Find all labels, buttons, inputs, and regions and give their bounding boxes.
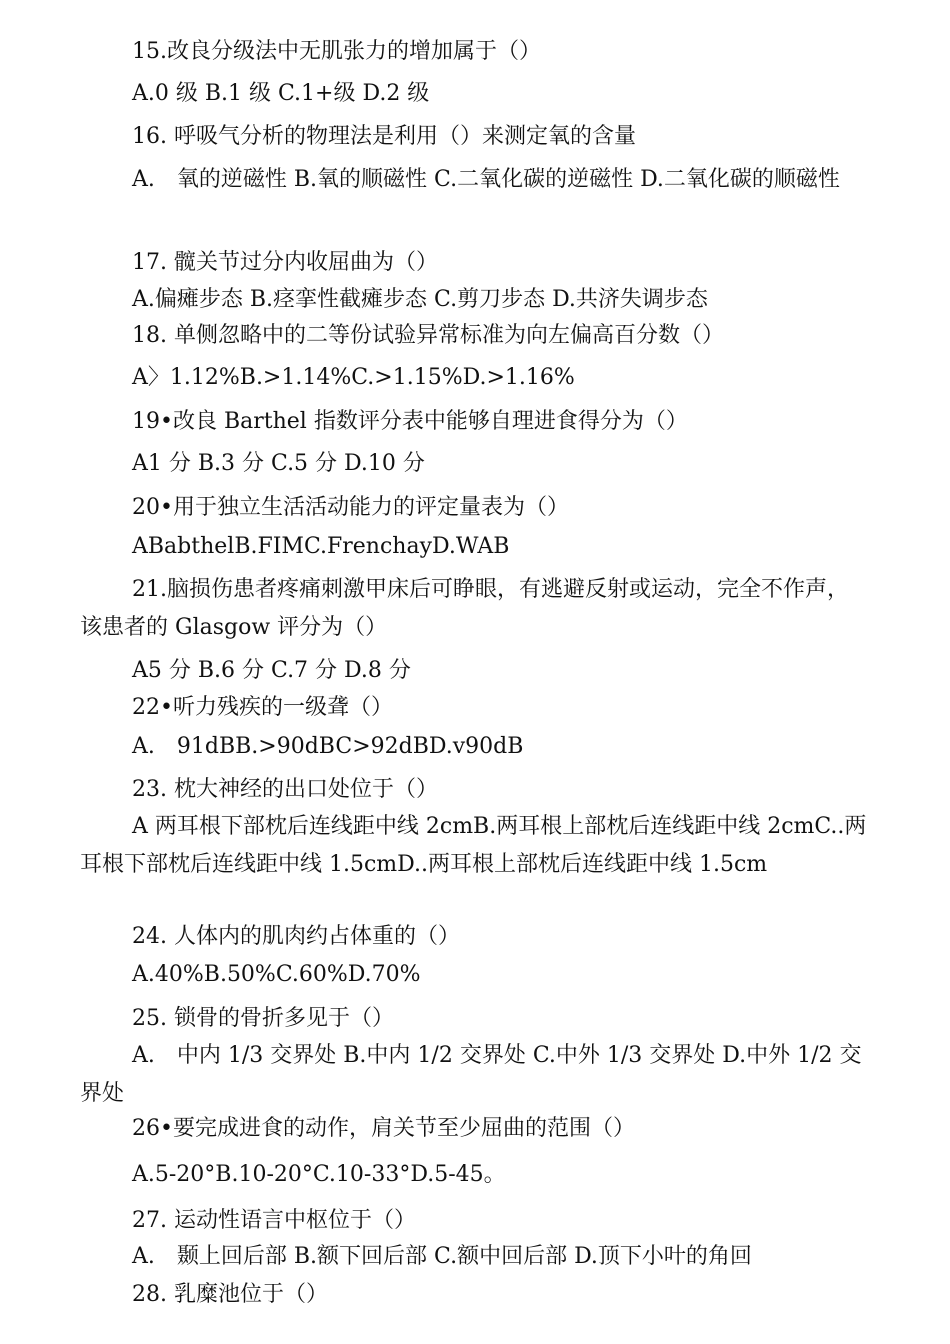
options-25: A. 中内 1/3 交界处 B.中内 1/2 交界处 C.中外 1/3 交界处 D.中外 1/2 交界处 [80,1043,862,1106]
options-15: A.0 级 B.1 级 C.1+级 D.2 级 [132,81,430,106]
question-26: 26•要完成进食的动作，肩关节至少屈曲的范围（） [132,1116,635,1141]
question-23: 23. 枕大神经的出口处位于（） [132,777,438,802]
options-16: A. 氧的逆磁性 B.氧的顺磁性 C.二氧化碳的逆磁性 D.二氧化碳的顺磁性 [132,167,840,192]
options-18: A〉1.12%B.>1.14%C.>1.15%D.>1.16% [132,365,575,390]
question-22: 22•听力残疾的一级聋（） [132,695,393,720]
options-17: A.偏瘫步态 B.痉挛性截瘫步态 C.剪刀步态 D.共济失调步态 [132,287,708,312]
options-26: A.5-20°B.10-20°C.10-33°D.5-45。 [132,1162,506,1187]
options-27: A. 颞上回后部 B.额下回后部 C.额中回后部 D.顶下小叶的角回 [132,1244,752,1269]
question-17: 17. 髋关节过分内收屈曲为（） [132,250,438,275]
question-25: 25. 锁骨的骨折多见于（） [132,1006,394,1031]
options-19: A1 分 B.3 分 C.5 分 D.10 分 [132,451,425,476]
options-23: A 两耳根下部枕后连线距中线 2cmB.两耳根上部枕后连线距中线 2cmC..两耳根下部枕后连线距中线 1.5cmD..两耳根上部枕后连线距中线 1.5cm [80,814,867,877]
question-18: 18. 单侧忽略中的二等份试验异常标准为向左偏高百分数（） [132,323,724,348]
question-24: 24. 人体内的肌肉约占体重的（） [132,924,460,949]
question-16: 16. 呼吸气分析的物理法是利用（）来测定氧的含量 [132,124,636,149]
question-27: 27. 运动性语言中枢位于（） [132,1208,416,1233]
options-20: ABabthelB.FIMC.FrenchayD.WAB [132,534,510,559]
options-22: A. 91dBB.>90dBC>92dBD.v90dB [132,734,524,759]
options-24: A.40%B.50%C.60%D.70% [132,962,421,987]
question-19: 19•改良 Barthel 指数评分表中能够自理进食得分为（） [132,409,688,434]
question-20: 20•用于独立生活活动能力的评定量表为（） [132,495,569,520]
question-15: 15.改良分级法中无肌张力的增加属于（） [132,39,541,64]
options-21: A5 分 B.6 分 C.7 分 D.8 分 [132,658,411,683]
question-21: 21.脑损伤患者疼痛刺激甲床后可睁眼，有逃避反射或运动，完全不作声，该患者的 Glasgow 评分为（） [80,577,849,640]
question-28: 28. 乳糜池位于（） [132,1282,328,1307]
